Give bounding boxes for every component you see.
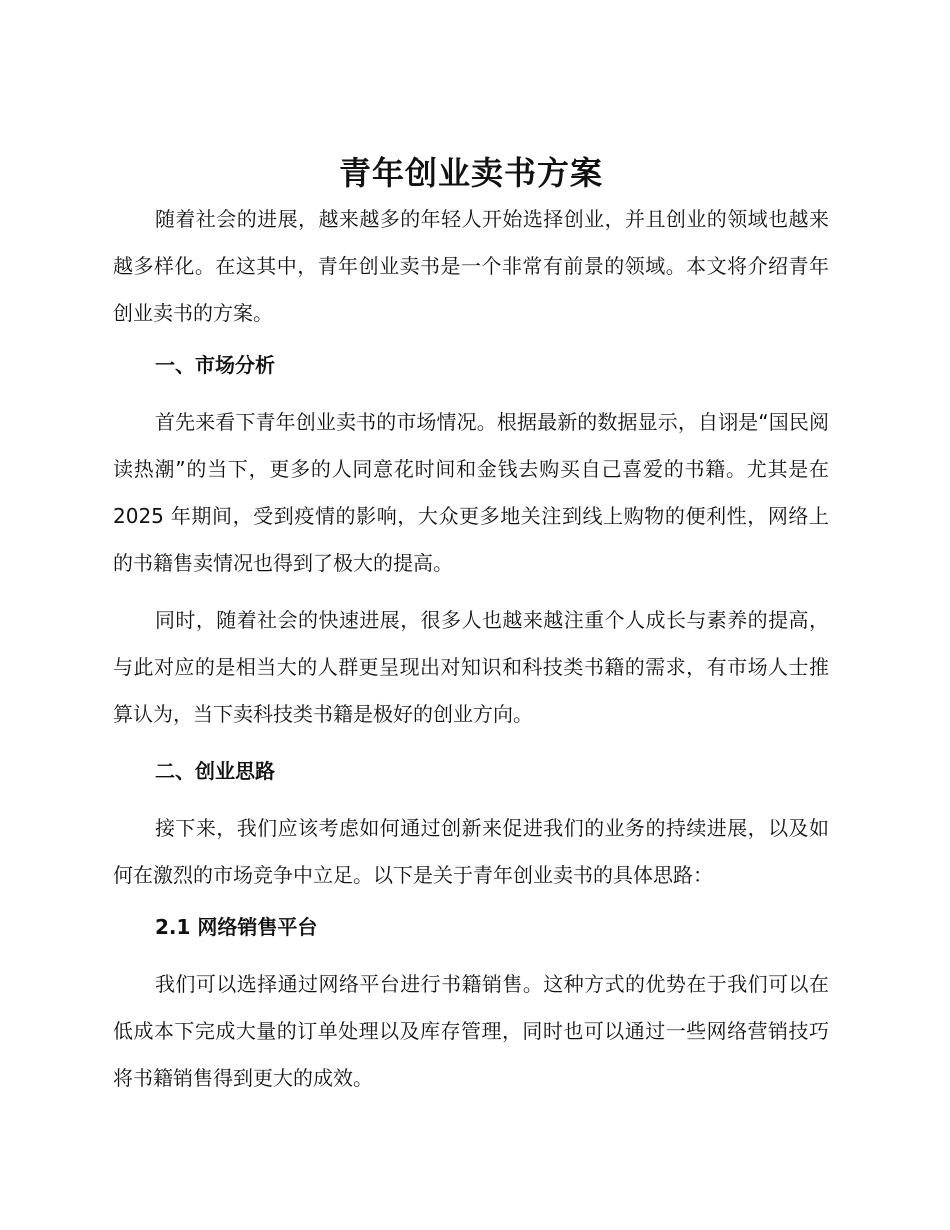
document-body — [113, 150, 829, 1102]
intro-paragraph: 随着社会的进展，越来越多的年轻人开始选择创业，并且创业的领域也越来越多样化。在这其中，青年创业卖书是一个非常有前景的领域。本文将介绍青年创业卖书的方案。 — [113, 207, 829, 325]
section-heading-business-ideas: 二、创业思路 — [155, 759, 275, 783]
subsection-heading-online-sales: 2.1 网络销售平台 — [155, 915, 318, 939]
document-title: 青年创业卖书方案 — [338, 154, 603, 192]
section-heading-market-analysis: 一、市场分析 — [155, 353, 275, 377]
business-ideas-paragraph-1: 接下来，我们应该考虑如何通过创新来促进我们的业务的持续进展，以及如何在激烈的市场竞争中立足。以下是关于青年创业卖书的具体思路： — [113, 816, 829, 887]
market-analysis-paragraph-1: 首先来看下青年创业卖书的市场情况。根据最新的数据显示，自诩是“国民阅读热潮”的当下，更多的人同意花时间和金钱去购买自己喜爱的书籍。尤其是在 2025 年期间，受到疫情的影响，大众更多地关注到线上购物的便利性，网络上的书籍售卖情况也得到了极大的提高。 — [113, 410, 829, 575]
market-analysis-paragraph-2: 同时，随着社会的快速进展，很多人也越来越注重个人成长与素养的提高，与此对应的是相当大的人群更呈现出对知识和科技类书籍的需求，有市场人士推算认为，当下卖科技类书籍是极好的创业方向。 — [113, 608, 829, 726]
online-sales-paragraph-1: 我们可以选择通过网络平台进行书籍销售。这种方式的优势在于我们可以在低成本下完成大量的订单处理以及库存管理，同时也可以通过一些网络营销技巧将书籍销售得到更大的成效。 — [113, 972, 829, 1090]
